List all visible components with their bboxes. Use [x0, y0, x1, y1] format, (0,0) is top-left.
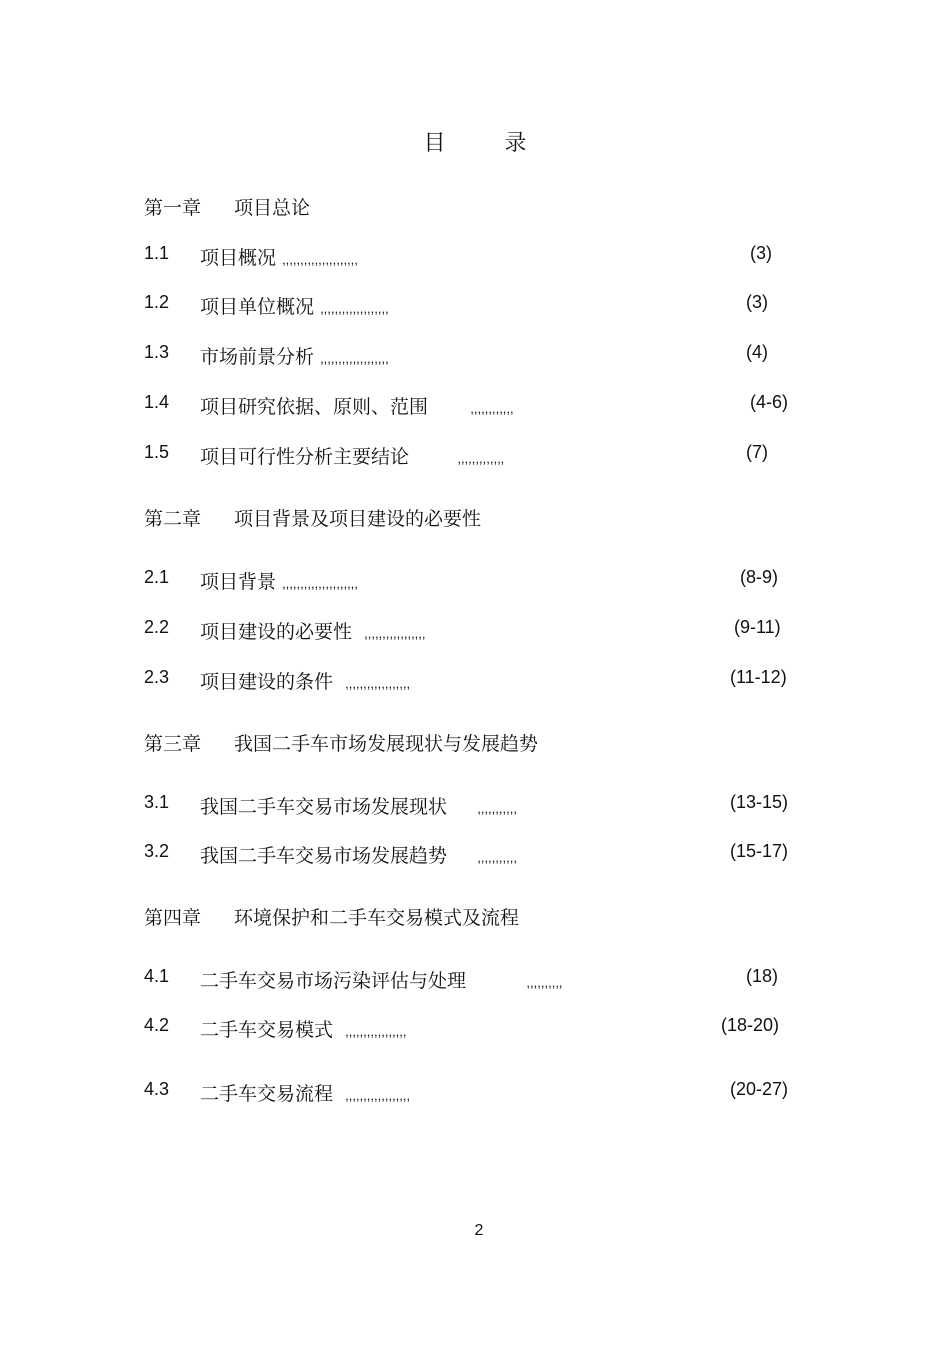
entry-number: 4.3	[144, 1079, 170, 1099]
entry-page-range: (7)	[746, 442, 768, 462]
entry-page-range: (8-9)	[740, 567, 779, 587]
entry-page-range: (3)	[746, 292, 768, 312]
entry-title: 项目研究依据、原则、范围	[200, 396, 429, 418]
entry-leader: ,,,,,,,,,,,,,,,,,	[364, 626, 426, 641]
entry-leader: ,,,,,,,,,,,,	[470, 401, 514, 416]
entry-title: 二手车交易流程	[200, 1083, 334, 1105]
entry-title: 项目可行性分析主要结论	[200, 446, 410, 468]
toc-entry[interactable]	[144, 792, 824, 818]
entry-leader: ,,,,,,,,,,,	[477, 850, 517, 865]
entry-number: 2.3	[144, 667, 170, 687]
chapter-heading	[144, 193, 310, 220]
entry-number: 1.3	[144, 342, 170, 362]
entry-page-range: (11-12)	[730, 667, 787, 687]
entry-page-range: (18-20)	[721, 1015, 780, 1035]
chapter-heading	[144, 903, 519, 930]
entry-page-range: (4-6)	[750, 392, 789, 412]
entry-title: 项目概况	[200, 247, 277, 269]
page-number: 2	[474, 1222, 484, 1239]
chapter-label: 第二章	[144, 508, 202, 530]
entry-number: 1.1	[144, 243, 170, 263]
entry-title: 二手车交易模式	[200, 1019, 334, 1041]
toc-entry[interactable]	[144, 442, 824, 468]
entry-title: 市场前景分析	[200, 346, 315, 368]
entry-title: 二手车交易市场污染评估与处理	[200, 970, 467, 992]
toc-entry[interactable]	[144, 567, 824, 593]
entry-title: 项目背景	[200, 571, 277, 593]
toc-entry[interactable]	[144, 966, 824, 992]
entry-number: 4.2	[144, 1015, 170, 1035]
entry-leader: ,,,,,,,,,,,	[477, 801, 517, 816]
chapter-label: 第四章	[144, 907, 202, 929]
entry-number: 2.2	[144, 617, 170, 637]
entry-number: 3.1	[144, 792, 170, 812]
entry-page-range: (9-11)	[734, 617, 781, 637]
toc-entry[interactable]	[144, 617, 824, 643]
toc-entry[interactable]	[144, 292, 824, 318]
toc-entry[interactable]	[144, 243, 824, 269]
chapter-name: 项目总论	[234, 197, 311, 219]
entry-number: 2.1	[144, 567, 170, 587]
toc-entry[interactable]	[144, 841, 824, 867]
entry-title: 我国二手车交易市场发展现状	[200, 796, 448, 818]
entry-page-range: (3)	[750, 243, 772, 263]
entry-page-range: (13-15)	[730, 792, 789, 812]
toc-entry[interactable]	[144, 1015, 824, 1041]
chapter-name: 环境保护和二手车交易模式及流程	[234, 907, 520, 929]
entry-title: 我国二手车交易市场发展趋势	[200, 845, 448, 867]
entry-title: 项目建设的条件	[200, 671, 334, 693]
chapter-label: 第一章	[144, 197, 202, 219]
entry-page-range: (18)	[746, 966, 779, 986]
entry-leader: ,,,,,,,,,,,,,,,,,,,,,	[282, 576, 358, 591]
chapter-name: 项目背景及项目建设的必要性	[234, 508, 482, 530]
entry-title: 项目建设的必要性	[200, 621, 353, 643]
chapter-name: 我国二手车市场发展现状与发展趋势	[234, 733, 539, 755]
toc-entry[interactable]	[144, 392, 824, 418]
entry-number: 3.2	[144, 841, 170, 861]
page-title: 目 录	[423, 131, 553, 156]
entry-leader: ,,,,,,,,,,,,,	[457, 451, 505, 466]
chapter-heading	[144, 504, 481, 531]
chapter-label: 第三章	[144, 733, 202, 755]
entry-page-range: (20-27)	[730, 1079, 789, 1099]
toc-entry[interactable]	[144, 667, 824, 693]
entry-page-range: (15-17)	[730, 841, 789, 861]
entry-leader: ,,,,,,,,,,,,,,,,,,,,,	[282, 252, 358, 267]
entry-leader: ,,,,,,,,,,	[526, 975, 563, 990]
entry-number: 4.1	[144, 966, 170, 986]
toc-entry[interactable]	[144, 1079, 824, 1105]
entry-page-range: (4)	[746, 342, 768, 362]
entry-leader: ,,,,,,,,,,,,,,,,,	[345, 1024, 407, 1039]
toc-entry[interactable]	[144, 342, 824, 368]
entry-leader: ,,,,,,,,,,,,,,,,,,	[345, 1088, 411, 1103]
entry-number: 1.5	[144, 442, 170, 462]
entry-leader: ,,,,,,,,,,,,,,,,,,	[345, 676, 411, 691]
entry-leader: ,,,,,,,,,,,,,,,,,,,	[320, 301, 389, 316]
chapter-heading	[144, 729, 538, 756]
entry-number: 1.2	[144, 292, 170, 312]
entry-number: 1.4	[144, 392, 170, 412]
entry-leader: ,,,,,,,,,,,,,,,,,,,	[320, 351, 389, 366]
entry-title: 项目单位概况	[200, 296, 315, 318]
